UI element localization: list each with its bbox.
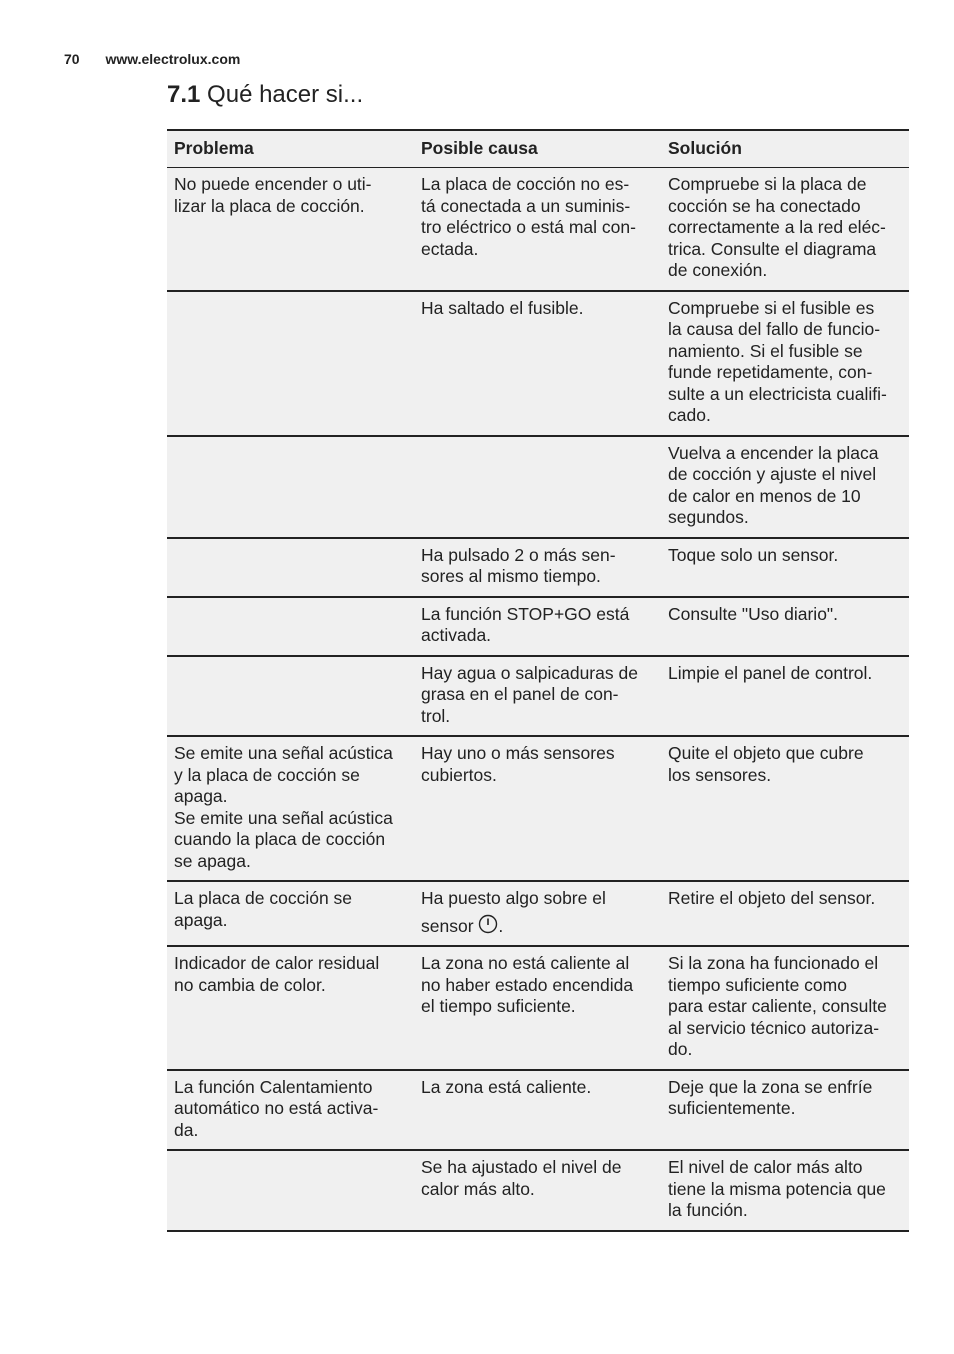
cell-cause [414,946,661,1070]
cell-text-line: para estar caliente, consulte [668,996,887,1016]
column-header-solution: Solución [661,130,909,168]
cell-text-line: cocción se ha conectado [668,195,861,216]
cell-text-line: cado. [668,405,711,425]
table-row [167,168,909,291]
cell-text-line: Compruebe si el fusible es [668,297,875,318]
cell-text-line: La zona está caliente. [421,1076,592,1097]
cell-text-line: sensor [421,915,474,936]
cell-cause [414,436,661,538]
cell-solution [661,736,909,881]
cell-text-line: Se emite una señal acústica [174,807,393,828]
cell-solution [661,538,909,597]
cell-cause [414,291,661,436]
table-row [167,538,909,597]
cell-cause [414,881,661,946]
cell-text-line-with-icon [421,914,657,938]
cell-problem [167,736,414,881]
cell-text-line: Ha puesto algo sobre el [421,888,606,908]
cell-problem [167,881,414,946]
cell-text-line: grasa en el panel de con- [421,684,619,704]
cell-text-line: no haber estado encendida [421,974,634,995]
cell-text-line: la función. [668,1200,748,1220]
cell-cause [414,168,661,291]
cell-text-line: Toque solo un sensor. [668,544,839,565]
cell-text-suffix: . [498,915,504,936]
website-url[interactable]: www.electrolux.com [105,51,241,67]
cell-text-line: de calor en menos de 10 [668,485,861,506]
cell-text-line: tro eléctrico o está mal con- [421,217,636,237]
section-title [167,81,363,109]
cell-text-line: no cambia de color. [174,974,326,995]
cell-cause [414,656,661,737]
cell-text-line: Hay uno o más sensores [421,743,615,763]
cell-text-line: namiento. Si el fusible se [668,340,863,361]
cell-text-line: trol. [421,705,451,726]
cell-solution [661,881,909,946]
cell-problem [167,1150,414,1231]
cell-text-line: Se emite una señal acústica [174,743,393,763]
cell-solution [661,656,909,737]
troubleshooting-table [167,129,909,1232]
cell-text-line: los sensores. [668,764,772,785]
cell-text-line: apaga. [174,786,228,806]
section-number: 7.1 [167,81,201,108]
cell-problem [167,436,414,538]
cell-problem [167,168,414,291]
cell-text-line: sulte a un electricista cualifi- [668,383,887,404]
cell-problem [167,656,414,737]
cell-cause [414,597,661,656]
cell-text-line: Ha saltado el fusible. [421,297,584,318]
cell-solution [661,1150,909,1231]
cell-text-line: la causa del fallo de funcio- [668,319,881,339]
cell-text-line: segundos. [668,507,749,527]
cell-problem [167,1070,414,1151]
cell-text-line: cuando la placa de cocción [174,829,386,849]
table-row [167,291,909,436]
power-icon [478,914,498,934]
cell-text-line: El nivel de calor más alto [668,1157,863,1177]
cell-text-line: se apaga. [174,850,251,871]
table-header-row [167,130,909,168]
cell-text-line: ectada. [421,238,479,259]
cell-text-line: funde repetidamente, con- [668,362,873,382]
cell-text-line: tiene la misma potencia que [668,1178,886,1199]
cell-text-line: La función STOP+GO está [421,603,630,624]
table-row [167,736,909,881]
table-body [167,168,909,1231]
cell-text-line: Hay agua o salpicaduras de [421,662,638,683]
cell-text-line: La placa de cocción se [174,888,353,908]
cell-text-line: No puede encender o uti- [174,174,372,194]
cell-text-line: apaga. [174,909,228,930]
page-number: 70 [64,51,80,67]
cell-solution [661,436,909,538]
cell-text-line: Vuelva a encender la placa [668,442,879,463]
cell-text-line: La función Calentamiento [174,1076,373,1097]
cell-text-line: el tiempo suficiente. [421,996,576,1016]
page-header [64,51,240,67]
cell-text-line: Consulte "Uso diario". [668,603,839,624]
cell-problem [167,538,414,597]
cell-text-line: Indicador de calor residual [174,953,380,973]
cell-text-line: de cocción y ajuste el nivel [668,464,877,484]
cell-problem [167,946,414,1070]
cell-cause [414,736,661,881]
cell-text-line: correctamente a la red eléc- [668,217,886,237]
cell-text-line: da. [174,1119,199,1140]
cell-text-line: La zona no está caliente al [421,953,630,973]
cell-text-line: al servicio técnico autoriza- [668,1017,880,1038]
section-title-text: Qué hacer si... [207,81,364,108]
cell-problem [167,597,414,656]
table-row [167,656,909,737]
cell-text-line: Ha pulsado 2 o más sen- [421,544,616,565]
cell-text-line: Limpie el panel de control. [668,662,873,683]
cell-text-line: de conexión. [668,260,768,280]
cell-solution [661,1070,909,1151]
table-row [167,436,909,538]
cell-text-line: Se ha ajustado el nivel de [421,1157,622,1177]
cell-text-line: cubiertos. [421,764,497,785]
cell-solution [661,291,909,436]
cell-text-line: y la placa de cocción se [174,764,360,785]
cell-text-line: calor más alto. [421,1178,535,1199]
cell-text-line: automático no está activa- [174,1098,379,1118]
cell-text-line: lizar la placa de cocción. [174,195,365,216]
cell-text-line: tá conectada a un suminis- [421,195,631,216]
table-row [167,597,909,656]
cell-cause [414,1070,661,1151]
cell-solution [661,946,909,1070]
cell-solution [661,597,909,656]
table-row [167,946,909,1070]
column-header-problem: Problema [167,130,414,168]
cell-text-line: Si la zona ha funcionado el [668,953,879,973]
column-header-cause: Posible causa [414,130,661,168]
cell-solution [661,168,909,291]
cell-text-line: tiempo suficiente como [668,974,847,995]
cell-cause [414,1150,661,1231]
table-row [167,1070,909,1151]
cell-text-line: Deje que la zona se enfríe [668,1076,873,1097]
cell-problem [167,291,414,436]
cell-text-line: sores al mismo tiempo. [421,566,601,586]
cell-text-line: Quite el objeto que cubre [668,743,864,763]
cell-text-line: Retire el objeto del sensor. [668,888,876,908]
cell-cause [414,538,661,597]
cell-text-line: suficientemente. [668,1098,796,1118]
table-row [167,881,909,946]
cell-text-line: trica. Consulte el diagrama [668,238,877,259]
cell-text-line: Compruebe si la placa de [668,174,867,194]
cell-text-line: activada. [421,625,492,645]
table-row [167,1150,909,1231]
cell-text-line: do. [668,1039,693,1059]
cell-text-line: La placa de cocción no es- [421,174,630,194]
